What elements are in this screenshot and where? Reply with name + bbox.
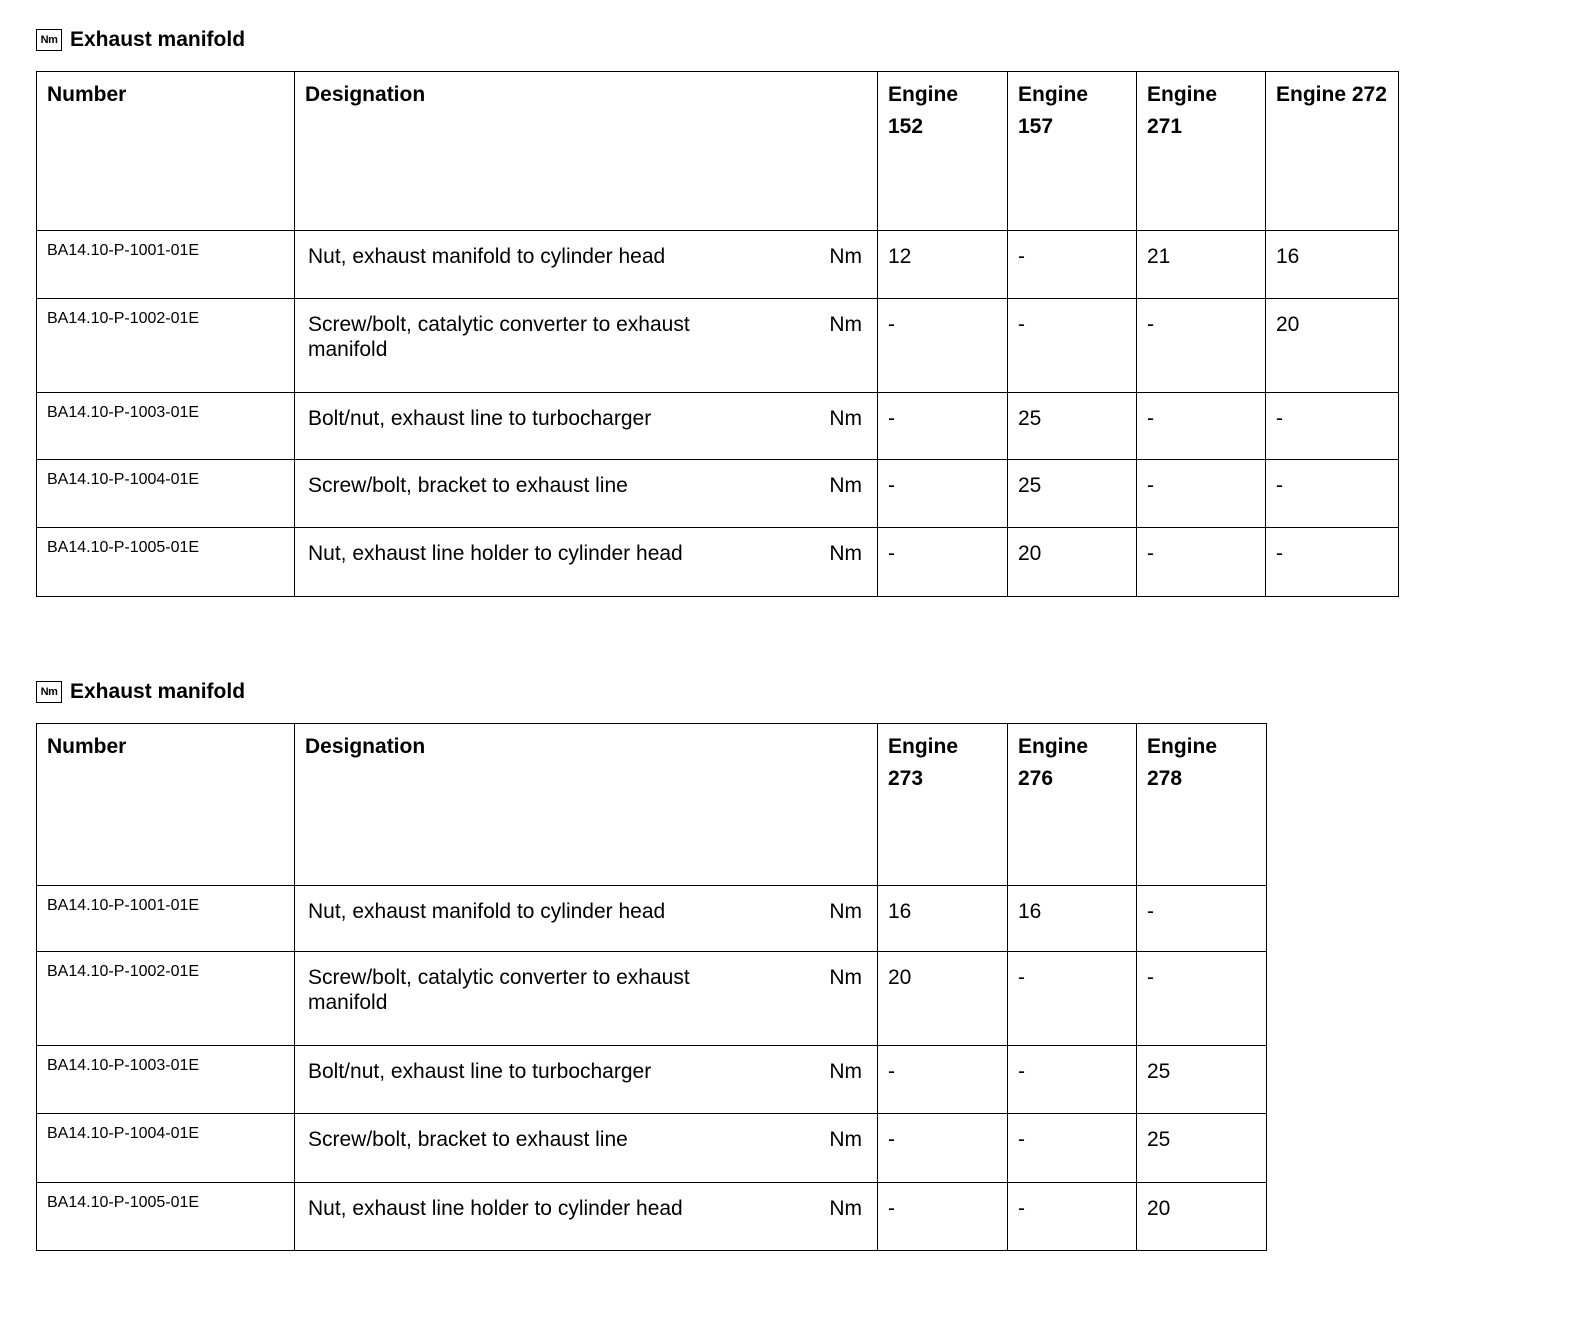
torque-value: 25 (1008, 460, 1137, 528)
torque-value: 20 (1008, 528, 1137, 597)
header-engine: Engine 157 (1008, 72, 1137, 231)
table-row (37, 886, 1267, 952)
part-number: BA14.10-P-1001-01E (37, 231, 295, 299)
torque-value: 25 (1008, 393, 1137, 460)
part-number: BA14.10-P-1004-01E (37, 1114, 295, 1183)
unit-label: Nm (829, 313, 862, 336)
designation-cell (295, 886, 878, 952)
unit-label: Nm (829, 1197, 862, 1220)
torque-value: - (1008, 299, 1137, 393)
torque-value: - (1137, 393, 1266, 460)
designation-cell (295, 393, 878, 460)
designation-text: Screw/bolt, bracket to exhaust line (308, 1128, 628, 1151)
torque-value: - (1137, 886, 1267, 952)
table-header-row (37, 724, 1267, 886)
torque-value: - (878, 1183, 1008, 1251)
designation-cell (295, 952, 878, 1046)
table-row (37, 1183, 1267, 1251)
torque-table (36, 723, 1267, 1251)
torque-table (36, 71, 1399, 597)
torque-value: - (1266, 528, 1399, 597)
nm-unit-icon: Nm (36, 681, 62, 703)
torque-value: - (878, 1114, 1008, 1183)
unit-label: Nm (829, 474, 862, 497)
designation-text: Bolt/nut, exhaust line to turbocharger (308, 1060, 652, 1083)
torque-value: 20 (1137, 1183, 1267, 1251)
header-engine: Engine 272 (1266, 72, 1399, 231)
designation-cell (295, 1183, 878, 1251)
header-engine: Engine 152 (878, 72, 1008, 231)
torque-value: - (1008, 952, 1137, 1046)
unit-label: Nm (829, 542, 862, 565)
unit-label: Nm (829, 245, 862, 268)
designation-text: Nut, exhaust manifold to cylinder head (308, 900, 666, 923)
part-number: BA14.10-P-1005-01E (37, 1183, 295, 1251)
part-number: BA14.10-P-1002-01E (37, 299, 295, 393)
part-number: BA14.10-P-1004-01E (37, 460, 295, 528)
table-row (37, 952, 1267, 1046)
part-number: BA14.10-P-1002-01E (37, 952, 295, 1046)
designation-cell (295, 231, 878, 299)
header-engine: Engine 278 (1137, 724, 1267, 886)
section-title-text: Exhaust manifold (70, 680, 246, 703)
torque-value: - (878, 299, 1008, 393)
section-title (36, 26, 245, 54)
part-number: BA14.10-P-1001-01E (37, 886, 295, 952)
designation-cell (295, 460, 878, 528)
torque-value: - (878, 393, 1008, 460)
header-engine: Engine 276 (1008, 724, 1137, 886)
designation-text: Nut, exhaust line holder to cylinder head (308, 542, 683, 565)
torque-value: - (1266, 460, 1399, 528)
header-number: Number (37, 72, 295, 231)
part-number: BA14.10-P-1005-01E (37, 528, 295, 597)
section-title (36, 678, 245, 706)
designation-text: Nut, exhaust line holder to cylinder head (308, 1197, 683, 1220)
table-row (37, 231, 1399, 299)
header-number: Number (37, 724, 295, 886)
designation-text: Screw/bolt, catalytic converter to exhaust manifold (308, 966, 690, 1014)
table-row (37, 1046, 1267, 1114)
torque-value: - (1137, 952, 1267, 1046)
torque-value: 16 (878, 886, 1008, 952)
torque-value: 21 (1137, 231, 1266, 299)
unit-label: Nm (829, 1060, 862, 1083)
table-row (37, 1114, 1267, 1183)
table-row (37, 460, 1399, 528)
table-row (37, 528, 1399, 597)
table-row (37, 299, 1399, 393)
torque-value: - (1008, 1183, 1137, 1251)
torque-value: - (1266, 393, 1399, 460)
torque-value: - (878, 528, 1008, 597)
header-engine: Engine 273 (878, 724, 1008, 886)
torque-value: 20 (1266, 299, 1399, 393)
designation-cell (295, 528, 878, 597)
torque-value: - (1137, 460, 1266, 528)
header-designation: Designation (295, 724, 878, 886)
part-number: BA14.10-P-1003-01E (37, 1046, 295, 1114)
unit-label: Nm (829, 900, 862, 923)
torque-value: 20 (878, 952, 1008, 1046)
torque-value: 12 (878, 231, 1008, 299)
table-row (37, 393, 1399, 460)
designation-text: Bolt/nut, exhaust line to turbocharger (308, 407, 652, 430)
torque-value: 16 (1008, 886, 1137, 952)
designation-text: Nut, exhaust manifold to cylinder head (308, 245, 666, 268)
unit-label: Nm (829, 966, 862, 989)
torque-value: - (1008, 1046, 1137, 1114)
part-number: BA14.10-P-1003-01E (37, 393, 295, 460)
nm-unit-icon: Nm (36, 29, 62, 51)
section-title-text: Exhaust manifold (70, 28, 246, 51)
unit-label: Nm (829, 1128, 862, 1151)
torque-value: 25 (1137, 1114, 1267, 1183)
torque-value: - (878, 1046, 1008, 1114)
torque-value: 25 (1137, 1046, 1267, 1114)
unit-label: Nm (829, 407, 862, 430)
designation-text: Screw/bolt, bracket to exhaust line (308, 474, 628, 497)
torque-value: - (1008, 1114, 1137, 1183)
header-designation: Designation (295, 72, 878, 231)
torque-value: - (1137, 528, 1266, 597)
torque-value: - (878, 460, 1008, 528)
designation-cell (295, 299, 878, 393)
torque-value: - (1008, 231, 1137, 299)
header-engine: Engine 271 (1137, 72, 1266, 231)
torque-value: 16 (1266, 231, 1399, 299)
torque-value: - (1137, 299, 1266, 393)
table-header-row (37, 72, 1399, 231)
designation-cell (295, 1114, 878, 1183)
designation-text: Screw/bolt, catalytic converter to exhaust manifold (308, 313, 690, 361)
designation-cell (295, 1046, 878, 1114)
